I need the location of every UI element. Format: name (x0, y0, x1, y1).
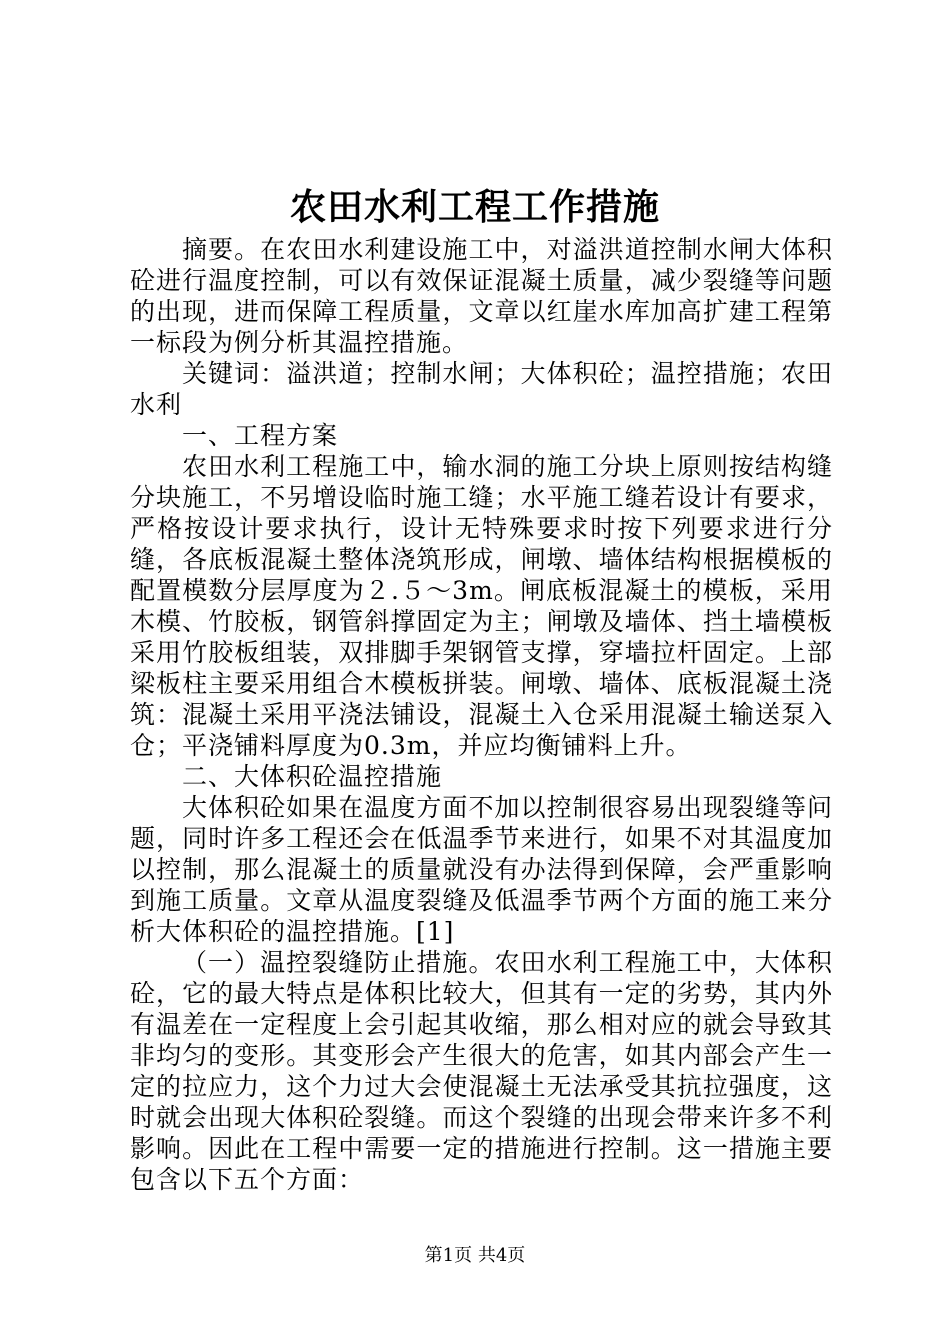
keywords-paragraph: 关键词：溢洪道；控制水闸；大体积砼；温控措施；农田水利 (130, 359, 833, 419)
body-paragraph: （一）温控裂缝防止措施。农田水利工程施工中，大体积砼，它的最大特点是体积比较大，但其有一定的劣势，其内外有温差在一定程度上会引起其收缩，那么相对应的就会导致其非均匀的变形。其变形会产生很大的危害，如其内部会产生一定的拉应力，这个力过大会使混凝土无法承受其抗拉强度，这时就会出现大体积砼裂缝。而这个裂缝的出现会带来许多不利影响。因此在工程中需要一定的措施进行控制。这一措施主要包含以下五个方面： (130, 948, 833, 1194)
section-heading-1: 一、工程方案 (182, 421, 339, 450)
body-paragraph: 农田水利工程施工中，输水洞的施工分块上原则按结构缝分块施工，不另增设临时施工缝；水平施工缝若设计有要求，严格按设计要求执行，设计无特殊要求时按下列要求进行分缝，各底板混凝土整体浇筑形成，闸墩、墙体结构根据模板的配置模数分层厚度为２.５～3m。闸底板混凝土的模板，采用木模、竹胶板，钢管斜撑固定为主；闸墩及墙体、挡土墙模板采用竹胶板组装，双排脚手架钢管支撑，穿墙拉杆固定。上部梁板柱主要采用组合木模板拼装。闸墩、墙体、底板混凝土浇筑：混凝土采用平浇法铺设，混凝土入仓采用混凝土输送泵入仓；平浇铺料厚度为0.3m，并应均衡铺料上升。 (130, 452, 833, 760)
section-heading-2: 二、大体积砼温控措施 (182, 762, 443, 791)
document-body (130, 234, 833, 1195)
abstract-paragraph: 摘要。在农田水利建设施工中，对溢洪道控制水闸大体积砼进行温度控制，可以有效保证混凝土质量，减少裂缝等问题的出现，进而保障工程质量，文章以红崖水库加高扩建工程第一标段为例分析其温控措施。 (130, 235, 833, 357)
page-footer: 第1页 共4页 (424, 1245, 526, 1266)
document-title: 农田水利工程工作措施 (289, 186, 660, 228)
body-paragraph: 大体积砼如果在温度方面不加以控制很容易出现裂缝等问题，同时许多工程还会在低温季节来进行，如果不对其温度加以控制，那么混凝土的质量就没有办法得到保障，会严重影响到施工质量。文章从温度裂缝及低温季节两个方面的施工来分析大体积砼的温控措施。[1] (130, 793, 833, 946)
